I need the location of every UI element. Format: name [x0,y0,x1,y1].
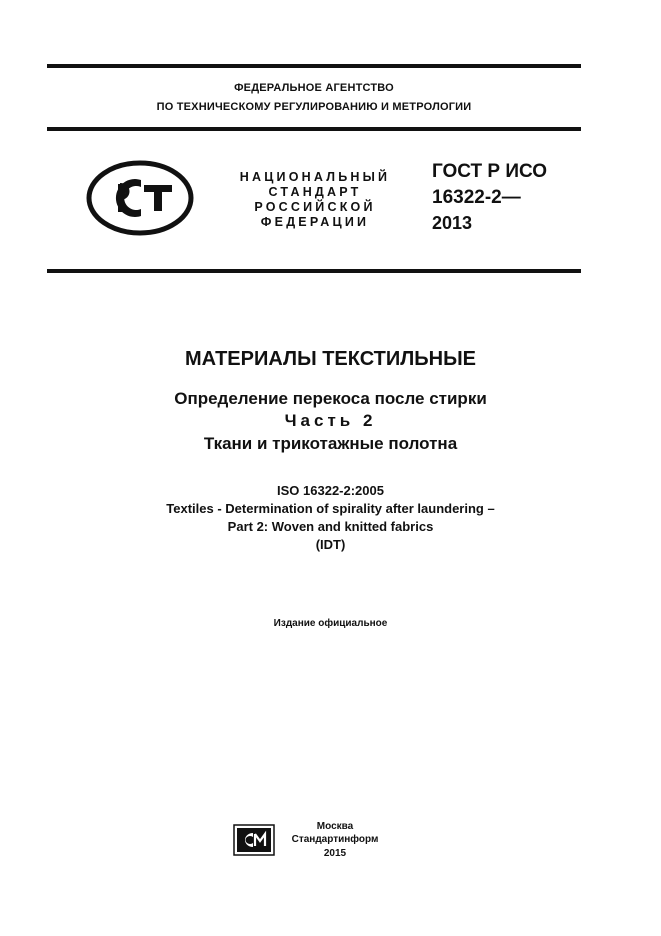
national-standard-line2: СТАНДАРТ [268,185,362,199]
publication-year: 2015 [323,848,347,859]
document-title: МАТЕРИАЛЫ ТЕКСТИЛЬНЫЕ [184,348,477,370]
document-part-title: Ткани и трикотажные полотна [203,434,458,453]
header-rule [47,127,581,131]
standard-designation-line2: 16322-2— [432,187,521,208]
standard-designation-line1: ГОСТ Р ИСО [432,161,548,182]
top-rule [47,64,581,68]
iso-title-line2: Part 2: Woven and knitted fabrics [227,519,434,534]
standard-block-rule [47,269,581,273]
rst-certification-mark-icon [86,160,194,236]
publisher-name: Стандартинформ [291,834,379,845]
national-standard-line4: ФЕДЕРАЦИИ [260,215,370,229]
national-standard-line3: РОССИЙСКОЙ [254,200,376,214]
document-part: Часть 2 [284,411,377,430]
iso-number: ISO 16322-2:2005 [277,483,384,498]
standard-designation-year: 2013 [432,213,473,233]
publisher-city: Москва [316,821,354,832]
standartinform-logo-icon [233,824,275,856]
iso-title-line1: Textiles - Determination of spirality after laundering – [166,501,495,516]
iso-equivalence: (IDT) [315,537,346,552]
document-subtitle: Определение перекоса после стирки [174,389,487,408]
agency-name-line1: ФЕДЕРАЛЬНОЕ АГЕНТСТВО [234,82,394,94]
agency-name-line2: ПО ТЕХНИЧЕСКОМУ РЕГУЛИРОВАНИЮ И МЕТРОЛОГИИ [156,101,472,113]
national-standard-line1: НАЦИОНАЛЬНЫЙ [239,170,391,184]
edition-note: Издание официальное [273,618,388,629]
